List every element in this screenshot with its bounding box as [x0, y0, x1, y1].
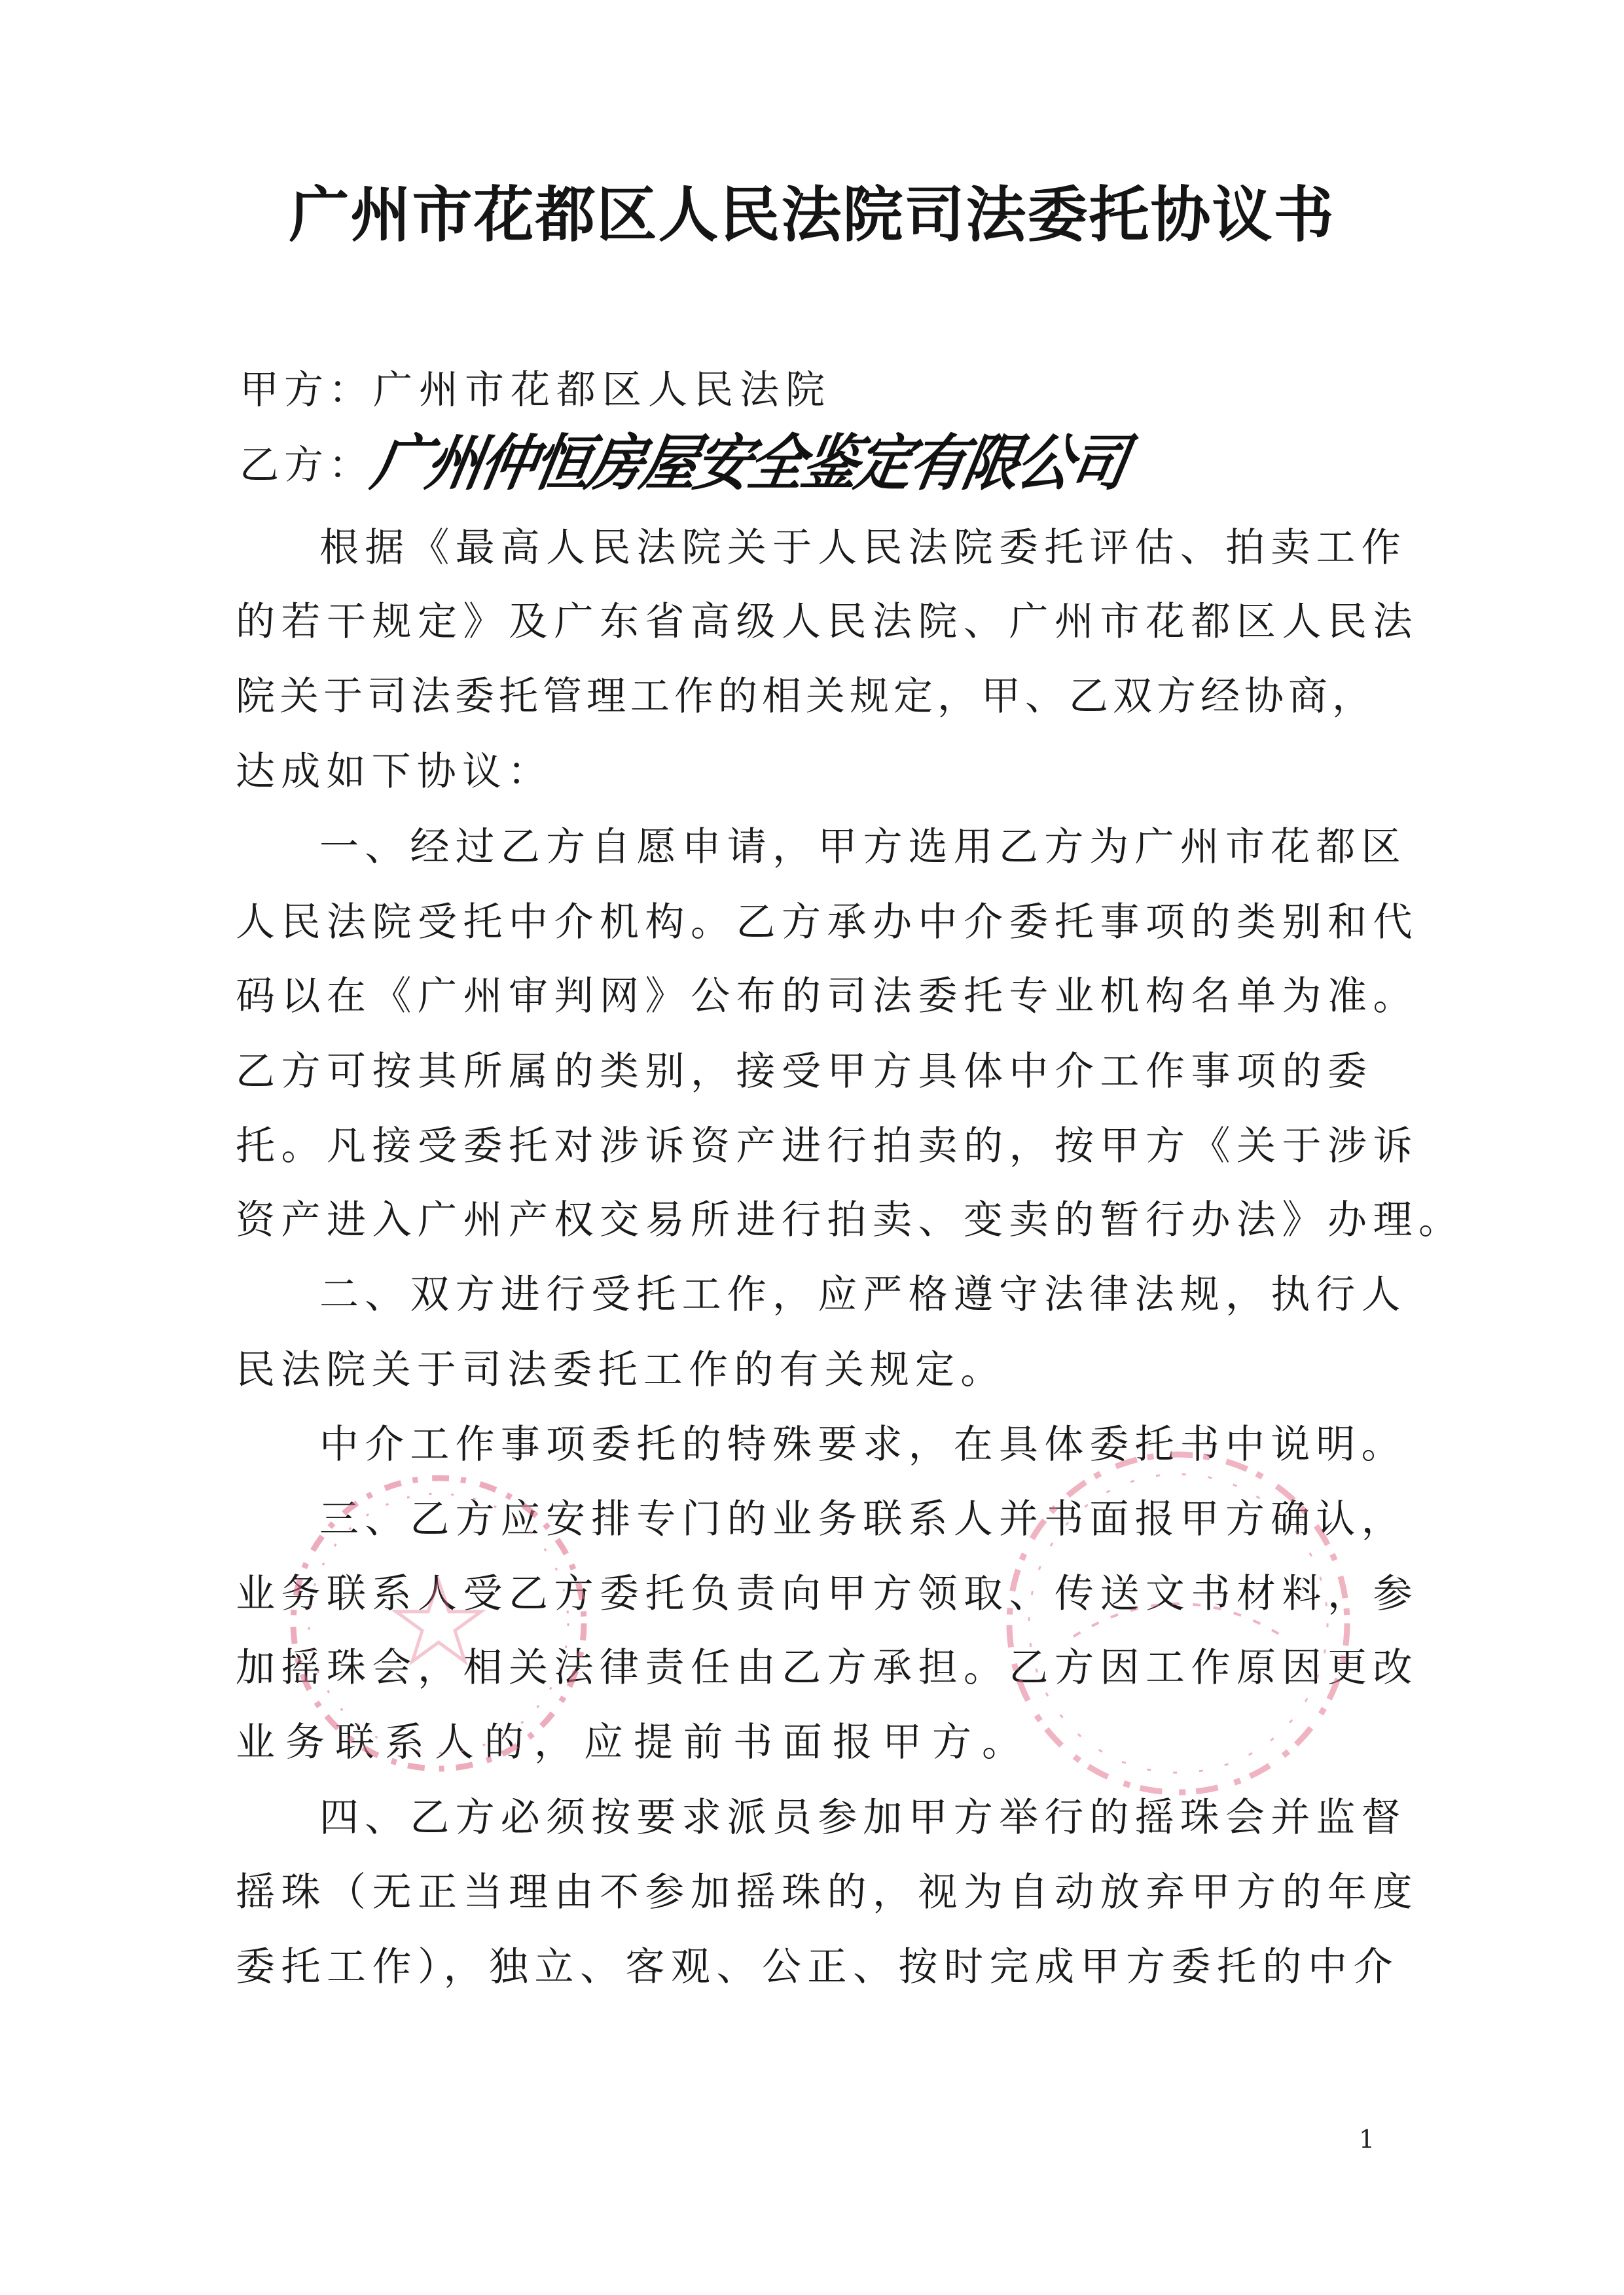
paragraph-line: 加摇珠会，相关法律责任由乙方承担。乙方因工作原因更改 [236, 1645, 1418, 1691]
party-b-label: 乙方： [240, 443, 373, 488]
paragraph-line: 托。凡接受委托对涉诉资产进行拍卖的，按甲方《关于涉诉 [236, 1123, 1418, 1169]
paragraph-line: 民法院关于司法委托工作的有关规定。 [236, 1347, 1006, 1393]
paragraph-line: 一、经过乙方自愿申请，甲方选用乙方为广州市花都区 [319, 824, 1407, 870]
paragraph-line: 乙方可按其所属的类别，接受甲方具体中介工作事项的委 [236, 1049, 1373, 1094]
party-a-line [240, 359, 831, 422]
party-a-label: 甲方： [240, 367, 373, 413]
document-title: 广州市花都区人民法院司法委托协议书 [289, 179, 1335, 250]
paragraph-line: 委托工作），独立、客观、公正、按时完成甲方委托的中介 [236, 1944, 1399, 1990]
paragraph-line: 达成如下协议： [236, 749, 553, 795]
paragraph-line: 中介工作事项委托的特殊要求，在具体委托书中说明。 [319, 1422, 1407, 1468]
paragraph-line: 业务联系人的，应提前书面报甲方。 [236, 1720, 1032, 1765]
page-number: 1 [1358, 2125, 1375, 2154]
paragraph-line: 四、乙方必须按要求派员参加甲方举行的摇珠会并监督 [319, 1795, 1407, 1841]
paragraph-line: 的若干规定》及广东省高级人民法院、广州市花都区人民法 [236, 599, 1418, 645]
paragraph-line: 码以在《广州审判网》公布的司法委托专业机构名单为准。 [236, 973, 1418, 1019]
paragraph-line: 摇珠（无正当理由不参加摇珠的，视为自动放弃甲方的年度 [236, 1870, 1418, 1915]
party-b-handwritten-name: 广州仲恒房屋安全鉴定有限公司 [367, 428, 1131, 499]
party-a-name: 广州市花都区人民法院 [373, 367, 831, 413]
paragraph-line: 三、乙方应安排专门的业务联系人并书面报甲方确认， [319, 1496, 1407, 1542]
paragraph-line: 根据《最高人民法院关于人民法院委托评估、拍卖工作 [319, 525, 1407, 571]
paragraph-line: 人民法院受托中介机构。乙方承办中介委托事项的类别和代 [236, 899, 1418, 945]
paragraph-line: 资产进入广州产权交易所进行拍卖、变卖的暂行办法》办理。 [236, 1197, 1464, 1243]
paragraph-line: 二、双方进行受托工作，应严格遵守法律法规，执行人 [319, 1272, 1407, 1318]
party-b-line [240, 428, 1131, 499]
paragraph-line: 院关于司法委托管理工作的相关规定，甲、乙双方经协商， [236, 674, 1376, 719]
paragraph-line: 业务联系人受乙方委托负责向甲方领取、传送文书材料，参 [236, 1571, 1418, 1617]
